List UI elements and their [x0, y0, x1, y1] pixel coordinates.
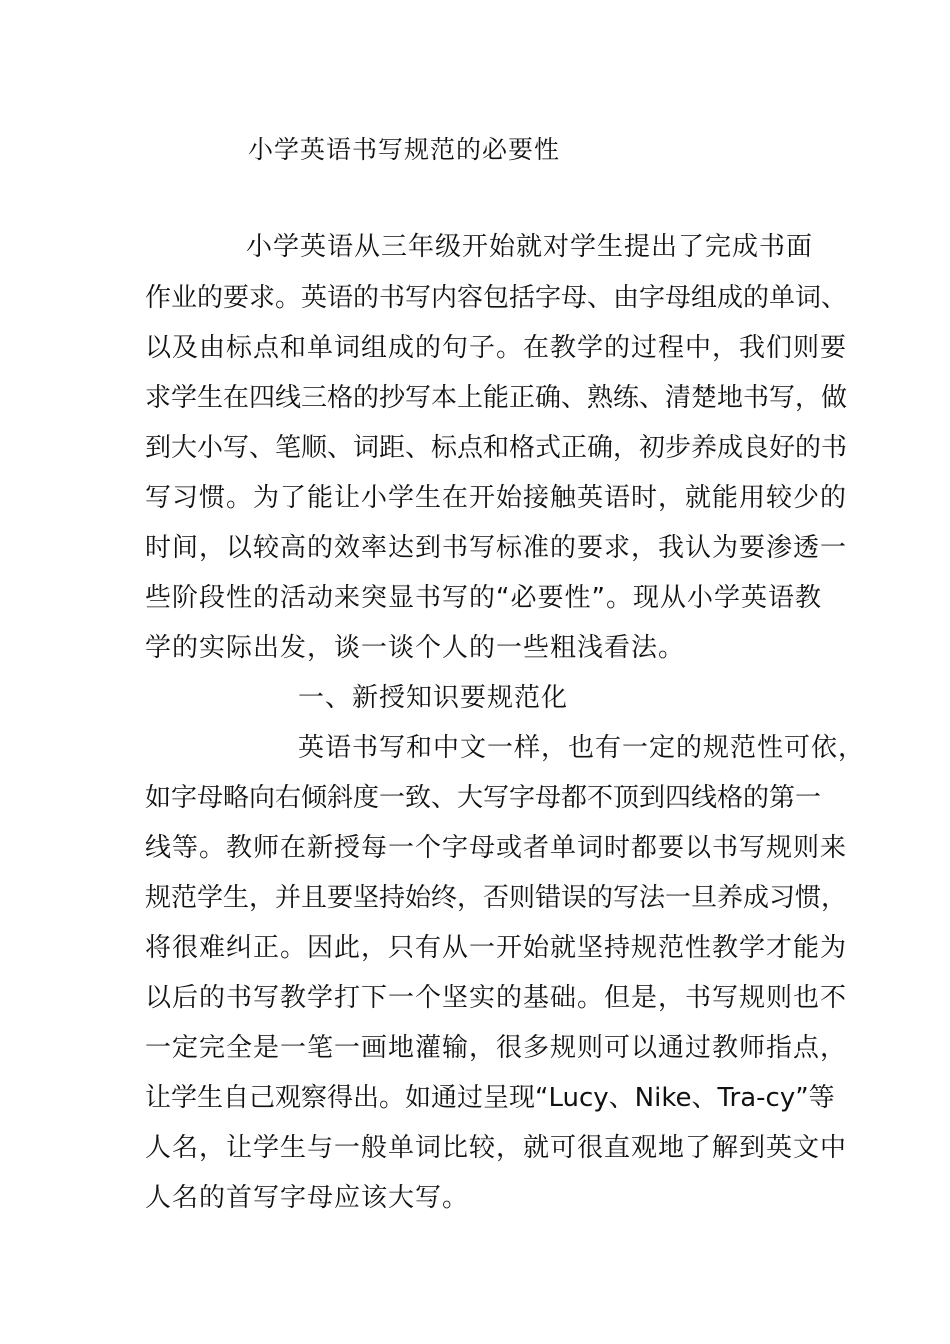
paragraph-2-line-1: 英语书写和中文一样，也有一定的规范性可依， [298, 733, 866, 763]
paragraph-1-line-8: 些阶段性的活动来突显书写的“必要性”。现从小学英语教 [145, 583, 822, 613]
paragraph-2-line-3: 线等。教师在新授每一个字母或者单词时都要以书写规则来 [145, 833, 848, 863]
paragraph-2-line-7: 一定完全是一笔一画地灌输，很多规则可以通过教师指点， [145, 1033, 848, 1063]
paragraph-1-line-6: 写习惯。为了能让小学生在开始接触英语时，就能用较少的 [145, 483, 848, 513]
paragraph-2-line-8: 让学生自己观察得出。如通过呈现“Lucy、Nike、Tra-cy”等 [145, 1083, 835, 1113]
paragraph-2-line-4: 规范学生，并且要坚持始终，否则错误的写法一旦养成习惯， [145, 883, 848, 913]
paragraph-2-line-6: 以后的书写教学打下一个坚实的基础。但是，书写规则也不 [145, 983, 848, 1013]
paragraph-1-line-1: 小学英语从三年级开始就对学生提出了完成书面 [246, 232, 814, 262]
paragraph-1-line-9: 学的实际出发，谈一谈个人的一些粗浅看法。 [145, 633, 686, 663]
paragraph-1-line-3: 以及由标点和单词组成的句子。在教学的过程中，我们则要 [145, 333, 848, 363]
paragraph-2-line-2: 如字母略向右倾斜度一致、大写字母都不顶到四线格的第一 [145, 783, 822, 813]
paragraph-2-line-5: 将很难纠正。因此，只有从一开始就坚持规范性教学才能为 [145, 933, 848, 963]
paragraph-1-line-5: 到大小写、笔顺、词距、标点和格式正确，初步养成良好的书 [145, 433, 848, 463]
document-title: 小学英语书写规范的必要性 [248, 135, 561, 164]
paragraph-1-line-7: 时间，以较高的效率达到书写标准的要求，我认为要渗透一 [145, 533, 848, 563]
section-heading: 一、新授知识要规范化 [298, 683, 569, 713]
paragraph-1-line-4: 求学生在四线三格的抄写本上能正确、熟练、清楚地书写，做 [145, 383, 848, 413]
paragraph-2-line-10: 人名的首写字母应该大写。 [145, 1183, 470, 1213]
paragraph-1-line-2: 作业的要求。英语的书写内容包括字母、由字母组成的单词、 [145, 283, 848, 313]
paragraph-2-line-9: 人名，让学生与一般单词比较，就可很直观地了解到英文中 [145, 1133, 848, 1163]
